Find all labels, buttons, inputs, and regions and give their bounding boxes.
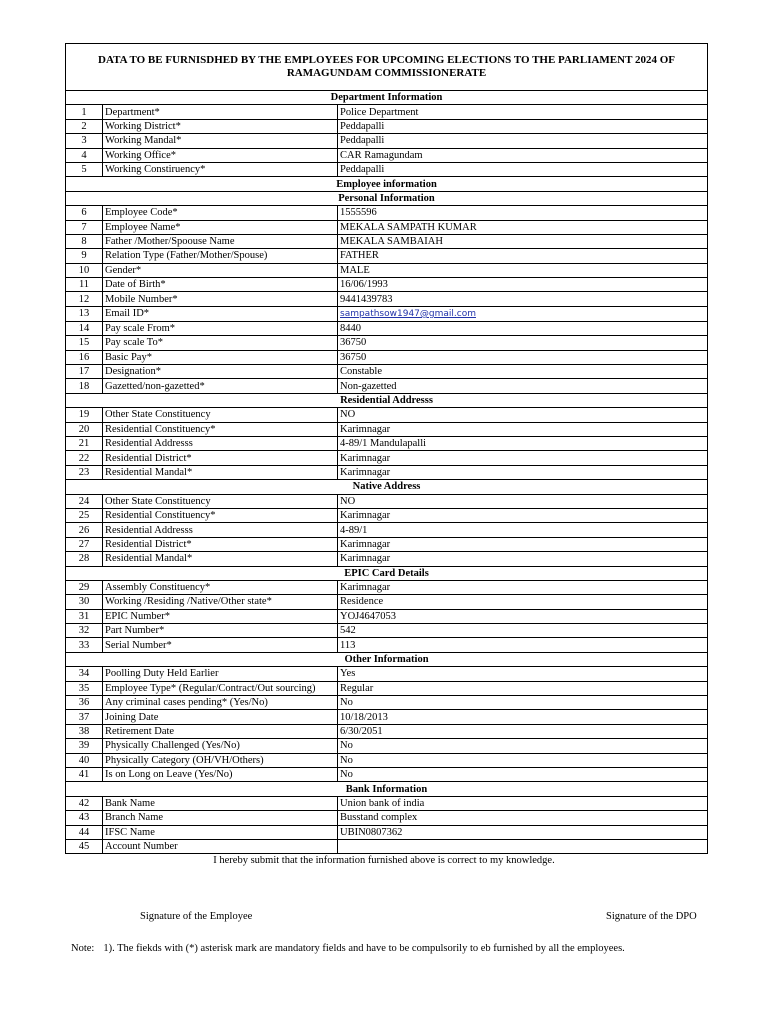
field-label: Other State Constituency: [103, 408, 338, 422]
row-number: 9: [66, 249, 103, 263]
field-value: Regular: [338, 681, 708, 695]
signature-dpo-label: Signature of the DPO: [606, 911, 697, 922]
row-number: 22: [66, 451, 103, 465]
field-value: NO: [338, 494, 708, 508]
field-row: [66, 379, 708, 393]
section-header: Other Information: [66, 652, 708, 666]
field-value: MALE: [338, 263, 708, 277]
row-number: 4: [66, 148, 103, 162]
form-title: DATA TO BE FURNISDHED BY THE EMPLOYEES FOR UPCOMING ELECTIONS TO THE PARLIAMENT 2024 OF RAMAGUNDAM COMMISSIONERATE: [66, 44, 708, 91]
field-value: MEKALA SAMBAIAH: [338, 234, 708, 248]
field-row: [66, 681, 708, 695]
field-value: Karimnagar: [338, 580, 708, 594]
field-value: Karimnagar: [338, 508, 708, 522]
field-value: 6/30/2051: [338, 724, 708, 738]
row-number: 21: [66, 436, 103, 450]
field-row: [66, 234, 708, 248]
field-row: [66, 206, 708, 220]
field-row: [66, 162, 708, 176]
row-number: 1: [66, 105, 103, 119]
field-value: Karimnagar: [338, 465, 708, 479]
field-label: Any criminal cases pending* (Yes/No): [103, 696, 338, 710]
field-value: Yes: [338, 667, 708, 681]
row-number: 29: [66, 580, 103, 594]
field-row: [66, 609, 708, 623]
row-number: 12: [66, 292, 103, 306]
note: [71, 943, 625, 954]
field-label: Pay scale To*: [103, 336, 338, 350]
field-label: Working /Residing /Native/Other state*: [103, 595, 338, 609]
field-label: Poolling Duty Held Earlier: [103, 667, 338, 681]
field-value: 4-89/1 Mandulapalli: [338, 436, 708, 450]
field-label: Working Mandal*: [103, 134, 338, 148]
row-number: 39: [66, 739, 103, 753]
section-header-row: [66, 480, 708, 494]
row-number: 19: [66, 408, 103, 422]
section-header-row: [66, 566, 708, 580]
row-number: 15: [66, 336, 103, 350]
field-row: [66, 148, 708, 162]
section-header-row: [66, 191, 708, 205]
row-number: 20: [66, 422, 103, 436]
field-label: Father /Mother/Spoouse Name: [103, 234, 338, 248]
field-label: Serial Number*: [103, 638, 338, 652]
field-value: 36750: [338, 336, 708, 350]
row-number: 43: [66, 811, 103, 825]
field-label: Gazetted/non-gazetted*: [103, 379, 338, 393]
field-row: [66, 739, 708, 753]
row-number: 36: [66, 696, 103, 710]
field-row: [66, 624, 708, 638]
field-value: 4-89/1: [338, 523, 708, 537]
field-row: [66, 580, 708, 594]
field-label: Is on Long on Leave (Yes/No): [103, 767, 338, 781]
field-value: Karimnagar: [338, 422, 708, 436]
row-number: 18: [66, 379, 103, 393]
row-number: 32: [66, 624, 103, 638]
field-label: Department*: [103, 105, 338, 119]
field-value: [338, 839, 708, 853]
section-header: Residential Addresss: [66, 393, 708, 407]
row-number: 3: [66, 134, 103, 148]
section-header-row: [66, 782, 708, 796]
field-label: Working District*: [103, 119, 338, 133]
row-number: 10: [66, 263, 103, 277]
section-header: EPIC Card Details: [66, 566, 708, 580]
field-value: Karimnagar: [338, 552, 708, 566]
field-row: [66, 336, 708, 350]
field-label: Part Number*: [103, 624, 338, 638]
field-value: Karimnagar: [338, 451, 708, 465]
field-row: [66, 811, 708, 825]
declaration-text: I hereby submit that the information furnished above is correct to my knowledge.: [213, 855, 555, 866]
employee-data-form: [65, 43, 708, 854]
row-number: 6: [66, 206, 103, 220]
field-label: Relation Type (Father/Mother/Spouse): [103, 249, 338, 263]
field-row: [66, 134, 708, 148]
field-value: MEKALA SAMPATH KUMAR: [338, 220, 708, 234]
field-value: 8440: [338, 321, 708, 335]
section-header: Employee information: [66, 177, 708, 191]
row-number: 26: [66, 523, 103, 537]
field-value: No: [338, 753, 708, 767]
row-number: 11: [66, 278, 103, 292]
section-header: Bank Information: [66, 782, 708, 796]
field-row: [66, 220, 708, 234]
field-value: YOJ4647053: [338, 609, 708, 623]
field-value: Constable: [338, 365, 708, 379]
row-number: 38: [66, 724, 103, 738]
field-value: Karimnagar: [338, 537, 708, 551]
field-value: CAR Ramagundam: [338, 148, 708, 162]
field-label: Branch Name: [103, 811, 338, 825]
row-number: 8: [66, 234, 103, 248]
row-number: 13: [66, 306, 103, 321]
row-number: 28: [66, 552, 103, 566]
field-label: Retirement Date: [103, 724, 338, 738]
field-row: [66, 119, 708, 133]
field-row: [66, 724, 708, 738]
form-body: [66, 44, 708, 854]
field-row: [66, 523, 708, 537]
field-label: Pay scale From*: [103, 321, 338, 335]
row-number: 16: [66, 350, 103, 364]
field-row: [66, 508, 708, 522]
row-number: 31: [66, 609, 103, 623]
note-label: Note:: [71, 943, 95, 954]
field-label: Residential Mandal*: [103, 552, 338, 566]
row-number: 37: [66, 710, 103, 724]
field-value: No: [338, 739, 708, 753]
field-row: [66, 494, 708, 508]
field-value: Non-gazetted: [338, 379, 708, 393]
field-row: [66, 767, 708, 781]
field-value: Peddapalli: [338, 162, 708, 176]
field-label: Mobile Number*: [103, 292, 338, 306]
row-number: 42: [66, 796, 103, 810]
field-row: [66, 753, 708, 767]
field-row: [66, 595, 708, 609]
field-label: Working Office*: [103, 148, 338, 162]
row-number: 5: [66, 162, 103, 176]
field-row: [66, 436, 708, 450]
field-label: Working Constiruency*: [103, 162, 338, 176]
row-number: 17: [66, 365, 103, 379]
field-row: [66, 537, 708, 551]
field-label: Residential District*: [103, 451, 338, 465]
field-row: [66, 365, 708, 379]
field-value: 113: [338, 638, 708, 652]
section-header: Native Address: [66, 480, 708, 494]
field-row: [66, 451, 708, 465]
field-label: Residential Constituency*: [103, 508, 338, 522]
field-row: [66, 249, 708, 263]
field-label: Assembly Constituency*: [103, 580, 338, 594]
field-label: Designation*: [103, 365, 338, 379]
row-number: 30: [66, 595, 103, 609]
field-value: Union bank of india: [338, 796, 708, 810]
field-row: [66, 263, 708, 277]
row-number: 40: [66, 753, 103, 767]
row-number: 2: [66, 119, 103, 133]
section-header-row: [66, 652, 708, 666]
row-number: 23: [66, 465, 103, 479]
row-number: 34: [66, 667, 103, 681]
section-header-row: [66, 393, 708, 407]
field-label: Gender*: [103, 263, 338, 277]
row-number: 25: [66, 508, 103, 522]
field-label: Employee Code*: [103, 206, 338, 220]
field-label: Residential Constituency*: [103, 422, 338, 436]
field-label: EPIC Number*: [103, 609, 338, 623]
row-number: 14: [66, 321, 103, 335]
field-label: Employee Type* (Regular/Contract/Out sourcing): [103, 681, 338, 695]
field-value: No: [338, 696, 708, 710]
field-value: [338, 306, 708, 321]
field-value: Peddapalli: [338, 134, 708, 148]
section-header-row: [66, 177, 708, 191]
form-title-row: [66, 44, 708, 91]
row-number: 7: [66, 220, 103, 234]
field-label: Residential Addresss: [103, 523, 338, 537]
field-row: [66, 710, 708, 724]
row-number: 35: [66, 681, 103, 695]
field-label: Bank Name: [103, 796, 338, 810]
field-row: [66, 278, 708, 292]
field-row: [66, 667, 708, 681]
field-label: Physically Category (OH/VH/Others): [103, 753, 338, 767]
field-value: 542: [338, 624, 708, 638]
field-row: [66, 839, 708, 853]
field-row: [66, 422, 708, 436]
field-row: [66, 465, 708, 479]
section-header: Department Information: [66, 91, 708, 105]
field-value: Residence: [338, 595, 708, 609]
field-row: [66, 350, 708, 364]
field-value: FATHER: [338, 249, 708, 263]
field-row: [66, 321, 708, 335]
field-label: Date of Birth*: [103, 278, 338, 292]
field-label: Joining Date: [103, 710, 338, 724]
field-value: Busstand complex: [338, 811, 708, 825]
field-label: Physically Challenged (Yes/No): [103, 739, 338, 753]
email-link[interactable]: sampathsow1947@gmail.com: [340, 308, 476, 319]
field-value: Police Department: [338, 105, 708, 119]
field-label: Other State Constituency: [103, 494, 338, 508]
field-row: [66, 306, 708, 321]
row-number: 33: [66, 638, 103, 652]
signature-employee-label: Signature of the Employee: [140, 911, 253, 922]
field-label: Employee Name*: [103, 220, 338, 234]
row-number: 27: [66, 537, 103, 551]
section-header: Personal Information: [66, 191, 708, 205]
field-value: 1555596: [338, 206, 708, 220]
field-value: UBIN0807362: [338, 825, 708, 839]
field-label: Account Number: [103, 839, 338, 853]
field-row: [66, 825, 708, 839]
field-value: 36750: [338, 350, 708, 364]
field-row: [66, 105, 708, 119]
field-value: NO: [338, 408, 708, 422]
row-number: 41: [66, 767, 103, 781]
field-row: [66, 696, 708, 710]
field-row: [66, 292, 708, 306]
field-value: 16/06/1993: [338, 278, 708, 292]
field-label: Basic Pay*: [103, 350, 338, 364]
field-row: [66, 638, 708, 652]
field-value: Peddapalli: [338, 119, 708, 133]
section-header-row: [66, 91, 708, 105]
field-row: [66, 552, 708, 566]
field-label: IFSC Name: [103, 825, 338, 839]
field-value: 10/18/2013: [338, 710, 708, 724]
field-label: Residential Addresss: [103, 436, 338, 450]
row-number: 45: [66, 839, 103, 853]
field-value: 9441439783: [338, 292, 708, 306]
field-value: No: [338, 767, 708, 781]
row-number: 44: [66, 825, 103, 839]
field-row: [66, 796, 708, 810]
field-row: [66, 408, 708, 422]
field-label: Email ID*: [103, 306, 338, 321]
field-label: Residential Mandal*: [103, 465, 338, 479]
field-label: Residential District*: [103, 537, 338, 551]
row-number: 24: [66, 494, 103, 508]
note-text: 1). The fiekds with (*) asterisk mark are mandatory fields and have to be compulsorily to eb furnished by all the employees.: [103, 943, 625, 954]
